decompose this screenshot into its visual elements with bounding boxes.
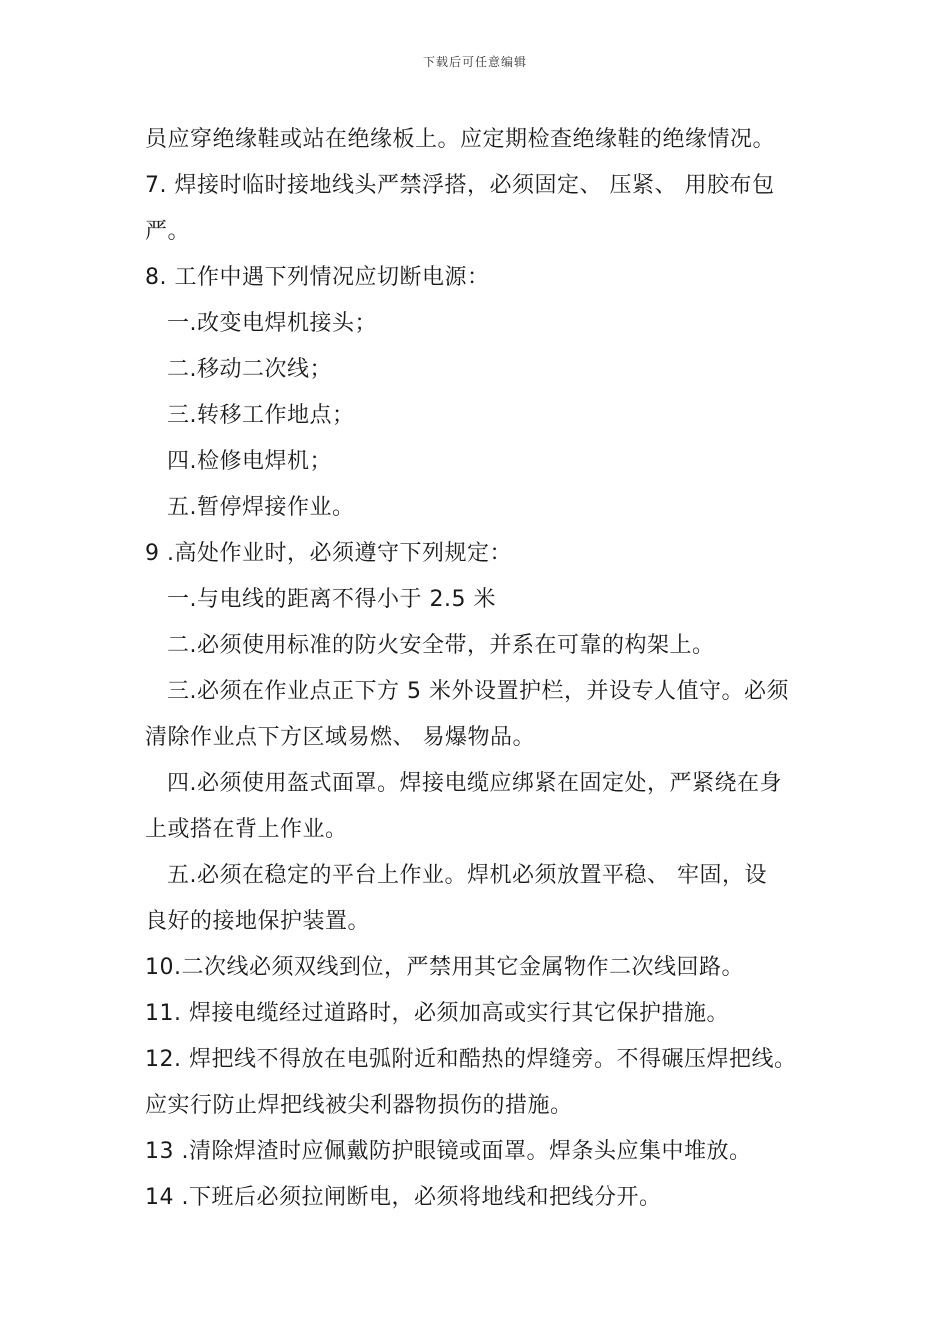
text-line: 三.转移工作地点； xyxy=(167,403,355,428)
text-line: 应实行防止焊把线被尖利器物损伤的措施。 xyxy=(145,1093,573,1118)
text-line: 13 .清除焊渣时应佩戴防护眼镜或面罩。焊条头应集中堆放。 xyxy=(145,1139,752,1164)
text-line: 四.检修电焊机； xyxy=(167,449,332,474)
text-line: 14 .下班后必须拉闸断电，必须将地线和把线分开。 xyxy=(145,1185,662,1210)
text-line: 三.必须在作业点正下方 5 米外设置护栏，并设专人值守。必须 xyxy=(167,679,789,704)
text-line: 上或搭在背上作业。 xyxy=(145,817,348,842)
text-line: 12. 焊把线不得放在电弧附近和酷热的焊缝旁。不得碾压焊把线。 xyxy=(145,1047,797,1072)
text-line: 9 .高处作业时，必须遵守下列规定： xyxy=(145,541,512,566)
text-line: 清除作业点下方区域易燃、 易爆物品。 xyxy=(145,725,535,750)
text-line: 良好的接地保护装置。 xyxy=(145,909,371,934)
text-line: 二.移动二次线； xyxy=(167,357,332,382)
text-line: 二.必须使用标准的防火安全带，并系在可靠的构架上。 xyxy=(167,633,715,658)
page-header-note: 下载后可任意编辑 xyxy=(422,55,527,69)
text-line: 严。 xyxy=(145,219,191,244)
text-line: 五.必须在稳定的平台上作业。焊机必须放置平稳、 牢固，设 xyxy=(167,863,767,888)
text-line: 10.二次线必须双线到位，严禁用其它金属物作二次线回路。 xyxy=(145,955,744,980)
text-line: 一.与电线的距离不得小于 2.5 米 xyxy=(167,587,496,612)
text-line: 11. 焊接电缆经过道路时，必须加高或实行其它保护措施。 xyxy=(145,1001,729,1026)
text-line: 员应穿绝缘鞋或站在绝缘板上。应定期检查绝缘鞋的绝缘情况。 xyxy=(145,127,776,152)
text-line: 五.暂停焊接作业。 xyxy=(167,495,355,520)
text-line: 四.必须使用盔式面罩。焊接电缆应绑紧在固定处，严紧绕在身 xyxy=(167,771,782,796)
document-body xyxy=(145,117,835,1221)
text-line: 8. 工作中遇下列情况应切断电源： xyxy=(145,265,490,290)
text-line: 一.改变电焊机接头； xyxy=(167,311,377,336)
text-line: 7. 焊接时临时接地线头严禁浮搭，必须固定、 压紧、 用胶布包 xyxy=(145,173,775,198)
